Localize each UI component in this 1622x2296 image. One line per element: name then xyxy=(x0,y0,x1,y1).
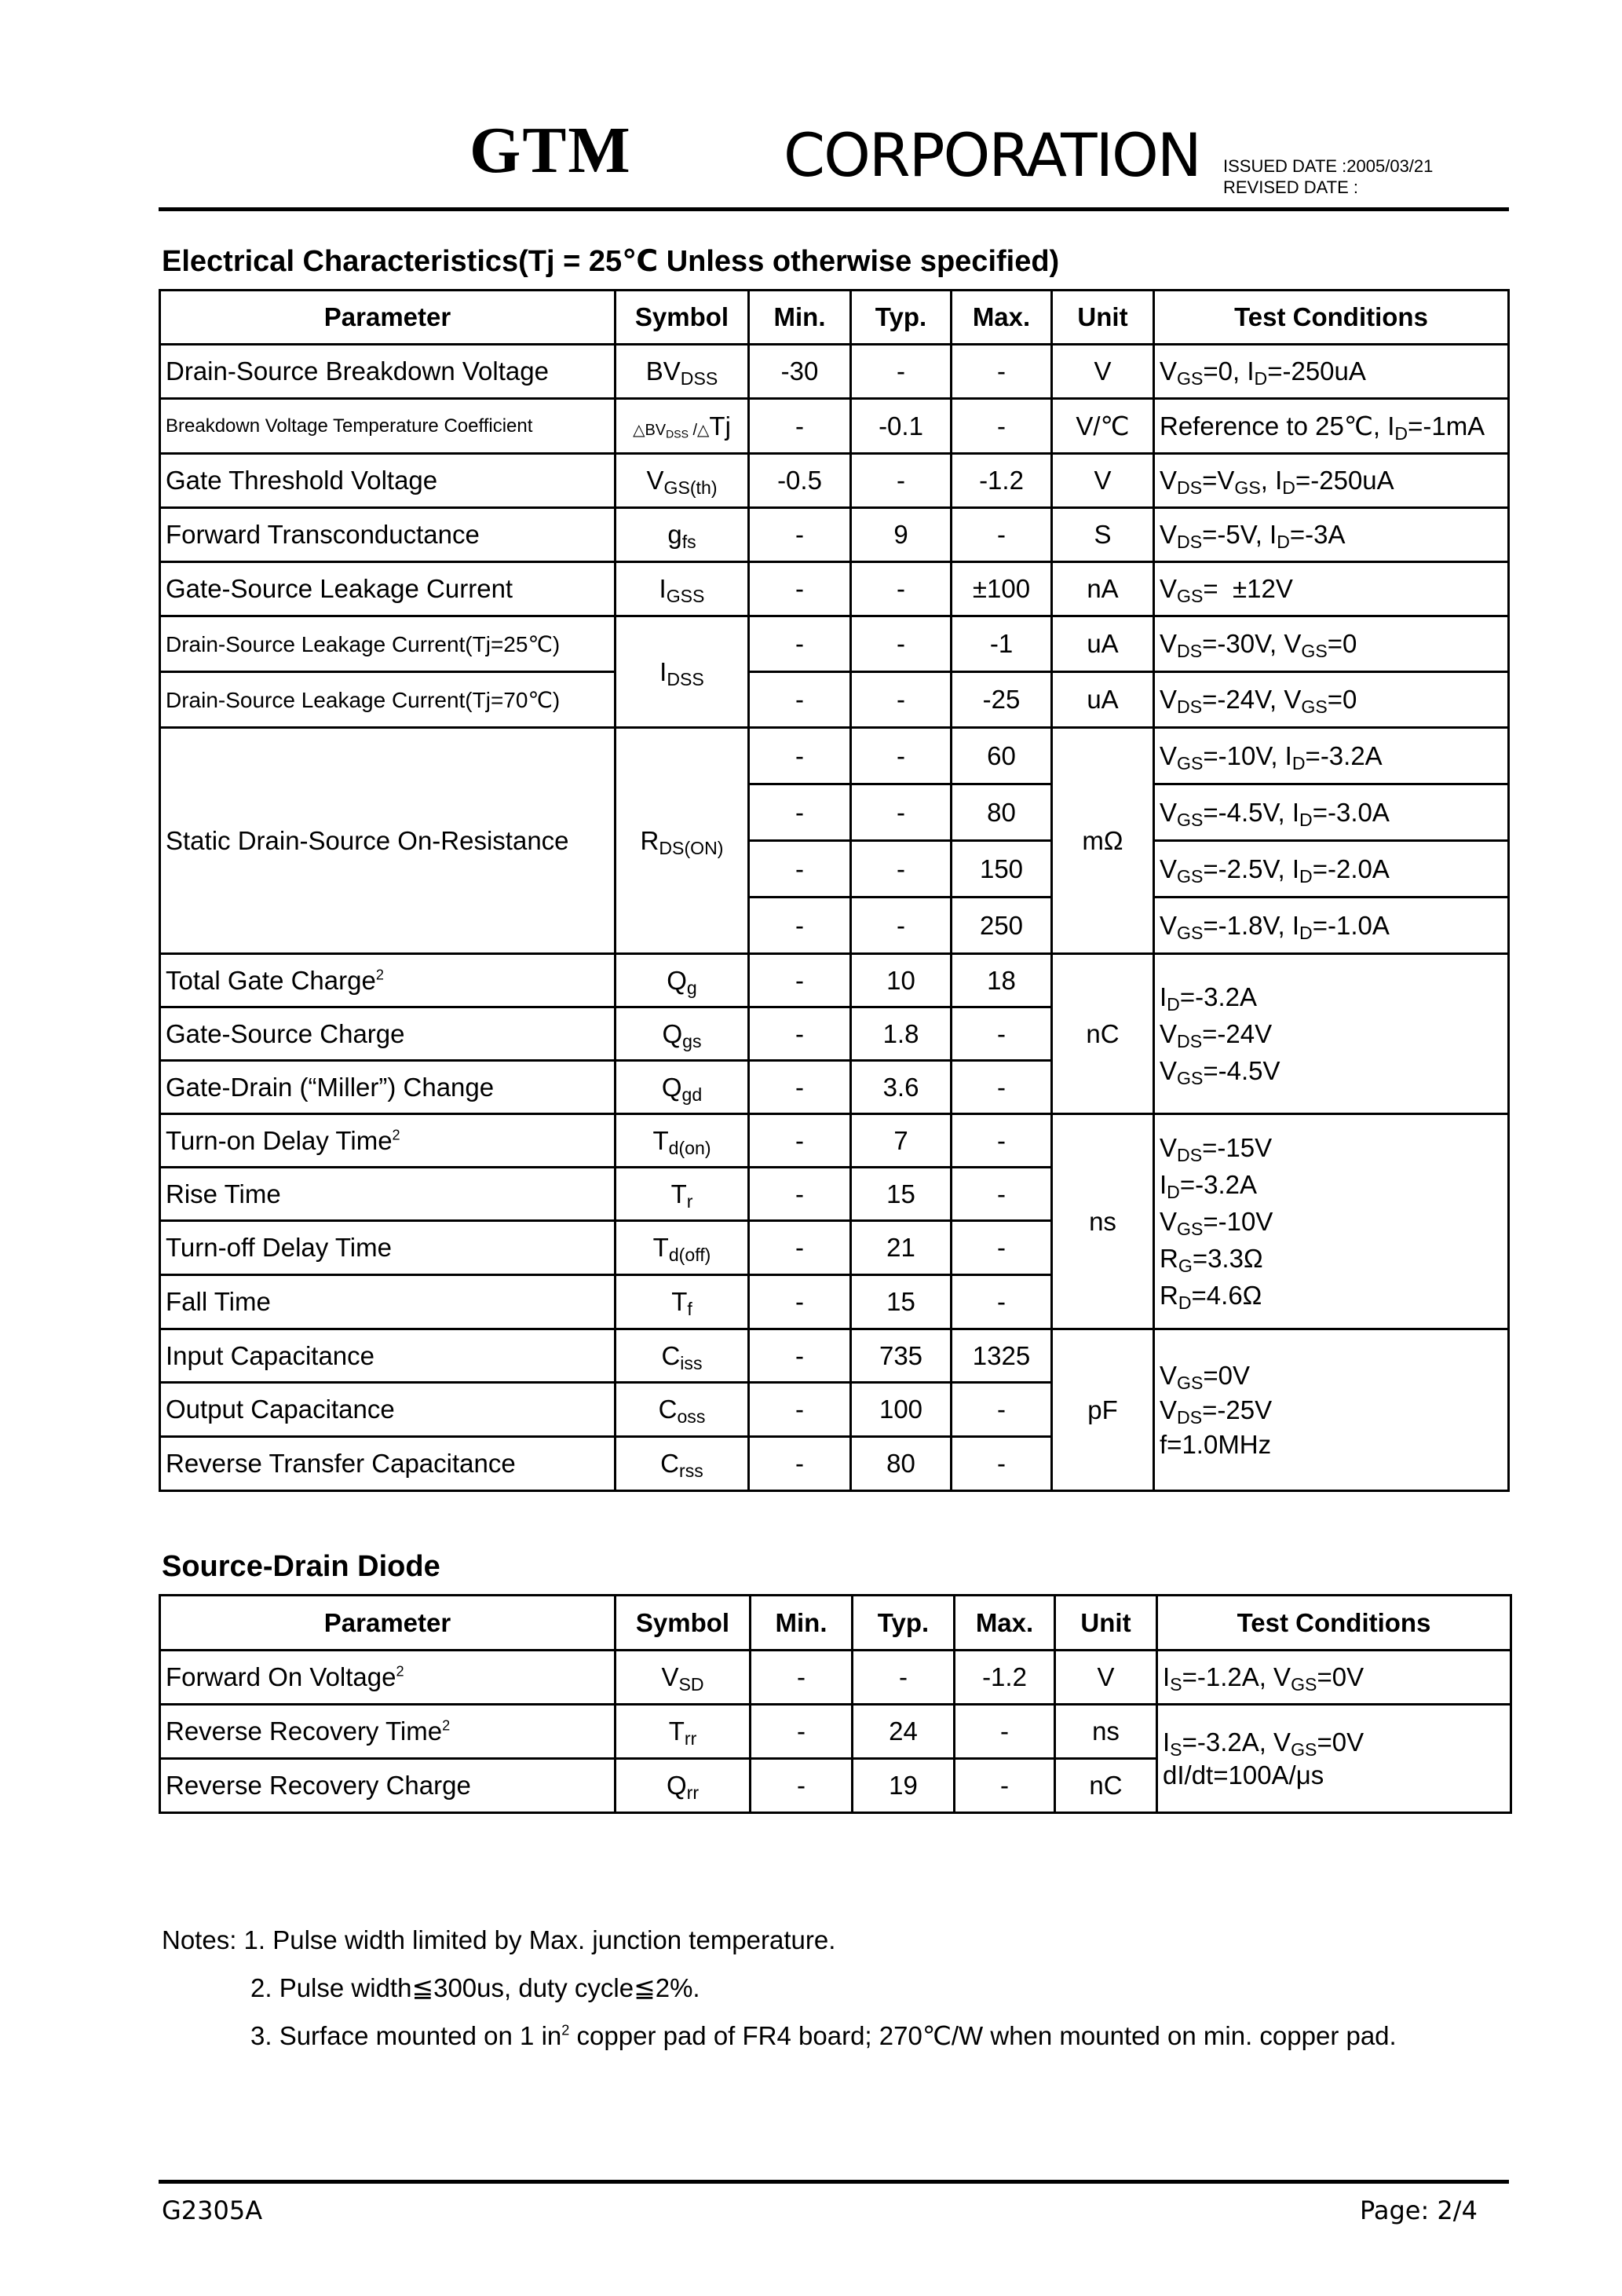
part-number: G2305A xyxy=(162,2195,263,2225)
max-cell: - xyxy=(952,1221,1052,1275)
col-header-min: Min. xyxy=(749,291,851,345)
typ-cell: 1.8 xyxy=(851,1007,952,1061)
condition-cell: $I_S=-1.2A$, $V_{GS}=0V$ xyxy=(1157,1651,1511,1705)
unit-cell: V xyxy=(1052,454,1154,508)
max-cell: - xyxy=(955,1759,1055,1813)
min-cell: -0.5 xyxy=(749,454,851,508)
unit-cell: V xyxy=(1055,1651,1157,1705)
typ-cell: 15 xyxy=(851,1275,952,1329)
min-cell: - xyxy=(751,1705,853,1759)
typ-cell: - xyxy=(851,562,952,616)
table-row xyxy=(160,728,1509,784)
param-cell: Static Drain-Source On-Resistance xyxy=(160,728,616,954)
electrical-characteristics-table xyxy=(159,289,1510,1492)
symbol-cell: $Q_{gd}$ xyxy=(616,1061,749,1114)
min-cell: - xyxy=(749,1114,851,1168)
max-cell: - xyxy=(952,1114,1052,1168)
max-cell: 1325 xyxy=(952,1329,1052,1383)
notes xyxy=(162,1916,1397,2060)
param-cell: Gate-Source Charge xyxy=(160,1007,616,1061)
min-cell: - xyxy=(749,1221,851,1275)
symbol-cell: $V_{GS(th)}$ xyxy=(616,454,749,508)
max-cell: - xyxy=(952,1007,1052,1061)
param-cell: Breakdown Voltage Temperature Coefficient xyxy=(160,399,616,454)
max-cell: -25 xyxy=(952,672,1052,728)
unit-cell: ns xyxy=(1055,1705,1157,1759)
page-number: Page: 2/4 xyxy=(1360,2195,1478,2225)
param-cell: Total Gate Charge$^2$ xyxy=(160,954,616,1007)
typ-cell: - xyxy=(851,345,952,399)
unit-cell: nA xyxy=(1052,562,1154,616)
symbol-cell: $Q_g$ xyxy=(616,954,749,1007)
param-cell: Drain-Source Leakage Current(Tj=70℃) xyxy=(160,672,616,728)
max-cell: - xyxy=(952,1168,1052,1221)
condition-cell: $V_{GS}= \pm 12V$ xyxy=(1154,562,1509,616)
condition-cell: $V_{GS}=0V$ $V_{DS}=-25V$ f=1.0MHz xyxy=(1154,1329,1509,1491)
param-cell: Gate-Source Leakage Current xyxy=(160,562,616,616)
col-header-max: Max. xyxy=(955,1596,1055,1651)
symbol-cell: $Q_{rr}$ xyxy=(616,1759,751,1813)
issued-date: ISSUED DATE :2005/03/21 xyxy=(1223,156,1434,176)
min-cell: - xyxy=(751,1759,853,1813)
symbol-cell: $I_{GSS}$ xyxy=(616,562,749,616)
unit-cell: uA xyxy=(1052,672,1154,728)
table-row xyxy=(160,345,1509,399)
max-cell: 60 xyxy=(952,728,1052,784)
typ-cell: - xyxy=(851,728,952,784)
col-header-parameter: Parameter xyxy=(160,1596,616,1651)
table-row xyxy=(160,1651,1511,1705)
symbol-cell: $C_{oss}$ xyxy=(616,1383,749,1437)
param-cell: Gate Threshold Voltage xyxy=(160,454,616,508)
note-2: 2. Pulse width≦300us, duty cycle≦2%. xyxy=(250,1973,700,2002)
min-cell: - xyxy=(749,1383,851,1437)
unit-cell: ns xyxy=(1052,1114,1154,1329)
source-drain-diode-title: Source-Drain Diode xyxy=(162,1550,440,1583)
min-cell: - xyxy=(749,954,851,1007)
max-cell: -1.2 xyxy=(952,454,1052,508)
typ-cell: 9 xyxy=(851,508,952,562)
typ-cell: - xyxy=(853,1651,955,1705)
param-cell: Drain-Source Leakage Current(Tj=25℃) xyxy=(160,616,616,672)
condition-cell: $V_{DS}=-30V$, $V_{GS}=0$ xyxy=(1154,616,1509,672)
revised-date: REVISED DATE : xyxy=(1223,177,1358,197)
col-header-test-conditions: Test Conditions xyxy=(1157,1596,1511,1651)
table-row xyxy=(160,399,1509,454)
electrical-characteristics-title: Electrical Characteristics(Tj = 25℃ Unless otherwise specified) xyxy=(162,245,1060,278)
table-header-row xyxy=(160,1596,1511,1651)
param-cell: Output Capacitance xyxy=(160,1383,616,1437)
typ-cell: - xyxy=(851,898,952,954)
symbol-cell: $\triangle BV_{DSS}$ /△Tj xyxy=(616,399,749,454)
max-cell: - xyxy=(952,399,1052,454)
col-header-parameter: Parameter xyxy=(160,291,616,345)
symbol-cell: $Q_{gs}$ xyxy=(616,1007,749,1061)
min-cell: - xyxy=(749,399,851,454)
table-row xyxy=(160,562,1509,616)
max-cell: - xyxy=(952,1275,1052,1329)
symbol-cell: $T_{rr}$ xyxy=(616,1705,751,1759)
condition-cell: $I_D=-3.2A$ $V_{DS}=-24V$ $V_{GS}=-4.5V$ xyxy=(1154,954,1509,1114)
document-dates xyxy=(1223,155,1433,198)
symbol-cell: $R_{DS(ON)}$ xyxy=(616,728,749,954)
col-header-symbol: Symbol xyxy=(616,291,749,345)
param-cell: Forward Transconductance xyxy=(160,508,616,562)
typ-cell: - xyxy=(851,616,952,672)
min-cell: - xyxy=(749,898,851,954)
symbol-cell: $g_{fs}$ xyxy=(616,508,749,562)
param-cell: Reverse Recovery Charge xyxy=(160,1759,616,1813)
table-row xyxy=(160,616,1509,672)
company-logo: GTM xyxy=(469,114,632,187)
max-cell: - xyxy=(952,1437,1052,1491)
param-cell: Reverse Transfer Capacitance xyxy=(160,1437,616,1491)
typ-cell: 7 xyxy=(851,1114,952,1168)
symbol-cell: $C_{iss}$ xyxy=(616,1329,749,1383)
col-header-typ: Typ. xyxy=(851,291,952,345)
symbol-cell: $V_{SD}$ xyxy=(616,1651,751,1705)
min-cell: - xyxy=(751,1651,853,1705)
source-drain-diode-table xyxy=(159,1594,1512,1814)
typ-cell: 80 xyxy=(851,1437,952,1491)
table-row xyxy=(160,508,1509,562)
condition-cell: $V_{DS}=V_{GS}$, $I_D=-250uA$ xyxy=(1154,454,1509,508)
param-cell: Input Capacitance xyxy=(160,1329,616,1383)
symbol-cell: $T_{d(on)}$ xyxy=(616,1114,749,1168)
symbol-cell: $I_{DSS}$ xyxy=(616,616,749,728)
unit-cell: nC xyxy=(1052,954,1154,1114)
typ-cell: - xyxy=(851,841,952,898)
unit-cell: mΩ xyxy=(1052,728,1154,954)
min-cell: -30 xyxy=(749,345,851,399)
max-cell: - xyxy=(952,1383,1052,1437)
max-cell: -1.2 xyxy=(955,1651,1055,1705)
col-header-unit: Unit xyxy=(1055,1596,1157,1651)
typ-cell: 21 xyxy=(851,1221,952,1275)
max-cell: 18 xyxy=(952,954,1052,1007)
table-row xyxy=(160,454,1509,508)
condition-cell: $V_{DS}=-24V$, $V_{GS}=0$ xyxy=(1154,672,1509,728)
unit-cell: V xyxy=(1052,345,1154,399)
max-cell: -1 xyxy=(952,616,1052,672)
table-row xyxy=(160,672,1509,728)
unit-cell: nC xyxy=(1055,1759,1157,1813)
col-header-test-conditions: Test Conditions xyxy=(1154,291,1509,345)
condition-cell: $V_{GS}=-2.5V$, $I_D=-2.0A$ xyxy=(1154,841,1509,898)
min-cell: - xyxy=(749,1061,851,1114)
max-cell: - xyxy=(952,508,1052,562)
typ-cell: 735 xyxy=(851,1329,952,1383)
table-header-row xyxy=(160,291,1509,345)
condition-cell: $V_{GS}=-1.8V$, $I_D=-1.0A$ xyxy=(1154,898,1509,954)
condition-cell: $V_{GS}=-4.5V$, $I_D=-3.0A$ xyxy=(1154,784,1509,841)
col-header-unit: Unit xyxy=(1052,291,1154,345)
typ-cell: 19 xyxy=(853,1759,955,1813)
param-cell: Turn-off Delay Time xyxy=(160,1221,616,1275)
max-cell: - xyxy=(952,1061,1052,1114)
min-cell: - xyxy=(749,1168,851,1221)
param-cell: Rise Time xyxy=(160,1168,616,1221)
min-cell: - xyxy=(749,672,851,728)
company-name: CORPORATION xyxy=(784,120,1200,190)
symbol-cell: $T_r$ xyxy=(616,1168,749,1221)
typ-cell: 15 xyxy=(851,1168,952,1221)
min-cell: - xyxy=(749,728,851,784)
unit-cell: V/℃ xyxy=(1052,399,1154,454)
unit-cell: S xyxy=(1052,508,1154,562)
max-cell: 250 xyxy=(952,898,1052,954)
min-cell: - xyxy=(749,562,851,616)
typ-cell: 100 xyxy=(851,1383,952,1437)
min-cell: - xyxy=(749,1275,851,1329)
param-cell: Forward On Voltage$^2$ xyxy=(160,1651,616,1705)
max-cell: 150 xyxy=(952,841,1052,898)
note-1: Notes: 1. Pulse width limited by Max. junction temperature. xyxy=(162,1925,836,1954)
typ-cell: 10 xyxy=(851,954,952,1007)
param-cell: Fall Time xyxy=(160,1275,616,1329)
symbol-cell: $T_{d(off)}$ xyxy=(616,1221,749,1275)
col-header-typ: Typ. xyxy=(853,1596,955,1651)
typ-cell: - xyxy=(851,454,952,508)
param-cell: Reverse Recovery Time$^2$ xyxy=(160,1705,616,1759)
max-cell: 80 xyxy=(952,784,1052,841)
condition-cell: $V_{DS}=-15V$ $I_D=-3.2A$ $V_{GS}=-10V$ $R_G=3.3\Omega$ $R_D=4.6\Omega$ xyxy=(1154,1114,1509,1329)
max-cell: ±100 xyxy=(952,562,1052,616)
condition-cell: $V_{GS}=0$, $I_D=-250uA$ xyxy=(1154,345,1509,399)
condition-cell: $I_S=-3.2A$, $V_{GS}=0V$ dI/dt=100A/μs xyxy=(1157,1705,1511,1813)
header-divider xyxy=(159,207,1509,211)
typ-cell: 24 xyxy=(853,1705,955,1759)
min-cell: - xyxy=(749,508,851,562)
condition-cell: $V_{DS}=-5V$, $I_D=-3A$ xyxy=(1154,508,1509,562)
unit-cell: uA xyxy=(1052,616,1154,672)
min-cell: - xyxy=(749,1437,851,1491)
min-cell: - xyxy=(749,1329,851,1383)
col-header-symbol: Symbol xyxy=(616,1596,751,1651)
max-cell: - xyxy=(955,1705,1055,1759)
condition-cell: $V_{GS}=-10V$, $I_D=-3.2A$ xyxy=(1154,728,1509,784)
max-cell: - xyxy=(952,345,1052,399)
footer-divider xyxy=(159,2180,1509,2184)
typ-cell: - xyxy=(851,672,952,728)
param-cell: Drain-Source Breakdown Voltage xyxy=(160,345,616,399)
min-cell: - xyxy=(749,1007,851,1061)
symbol-cell: $T_f$ xyxy=(616,1275,749,1329)
table-row xyxy=(160,1705,1511,1759)
min-cell: - xyxy=(749,784,851,841)
col-header-min: Min. xyxy=(751,1596,853,1651)
table-row xyxy=(160,1114,1509,1168)
note-3: 3. Surface mounted on 1 $in^2$ copper pad of FR4 board; 270℃/W when mounted on min. copper pad. xyxy=(250,2021,1397,2050)
min-cell: - xyxy=(749,841,851,898)
param-cell: Turn-on Delay Time$^2$ xyxy=(160,1114,616,1168)
unit-cell: pF xyxy=(1052,1329,1154,1491)
col-header-max: Max. xyxy=(952,291,1052,345)
symbol-cell: $C_{rss}$ xyxy=(616,1437,749,1491)
typ-cell: -0.1 xyxy=(851,399,952,454)
table-row xyxy=(160,1329,1509,1383)
typ-cell: 3.6 xyxy=(851,1061,952,1114)
condition-cell: Reference to 25℃, $I_D=-1mA$ xyxy=(1154,399,1509,454)
symbol-cell: $BV_{DSS}$ xyxy=(616,345,749,399)
param-cell: Gate-Drain (“Miller”) Change xyxy=(160,1061,616,1114)
typ-cell: - xyxy=(851,784,952,841)
min-cell: - xyxy=(749,616,851,672)
table-row xyxy=(160,954,1509,1007)
